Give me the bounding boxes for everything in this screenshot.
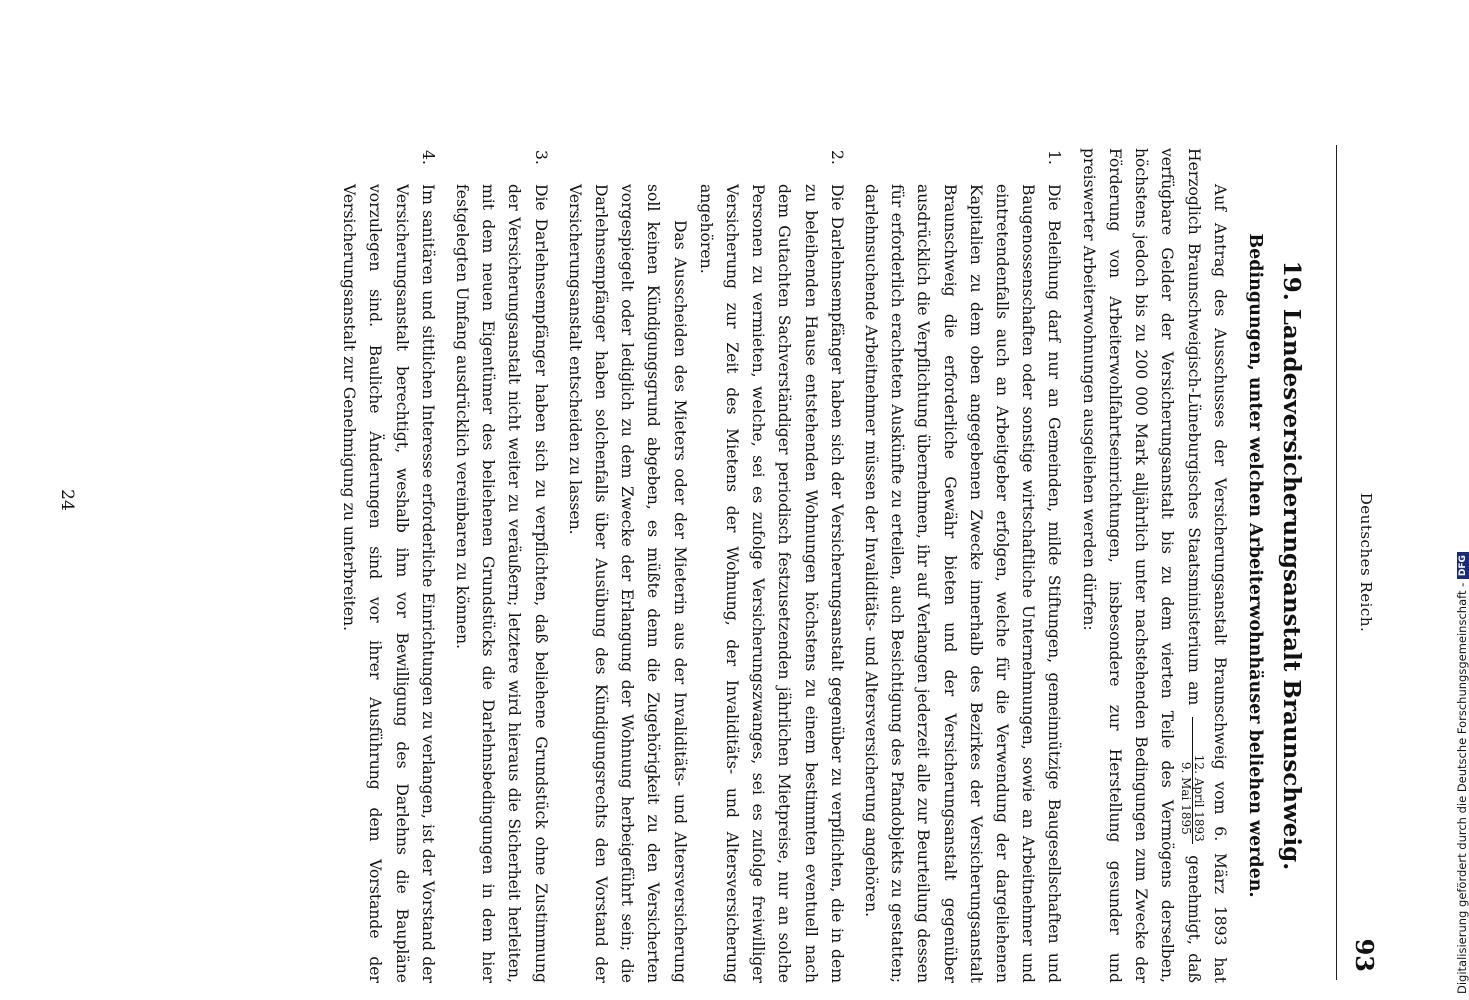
list-marker: 3. [531, 150, 550, 165]
section-title: 19. Landesversicherungsanstalt Braunschweig. [1278, 260, 1305, 871]
credit-text: Digitalisierung gefördert durch die Deutsche Forschungsgemeinschaft - [1455, 582, 1469, 994]
intro-text-part1: Auf Antrag des Ausschusses der Versicherungsanstalt Braunschweig vom 6. März 1893 hat Herzoglich Braunschweigisch-Lüneburgisches Staatsministerium am [1184, 148, 1229, 983]
section-subtitle: Bedingungen, unter welchen Arbeiterwohnhäuser beliehen werden. [1245, 233, 1265, 898]
date-fraction-top: 12. April 1893 [1192, 717, 1205, 844]
list-item-text: Im sanitären und sittlichen Interesse erforderliche Einrichtungen zu verlangen, ist der Vorstand der Versicherungsanstalt berechtigt, weshalb ihm vor Bewilligung des Darlehns die Baupläne vorzulegen sind. Bauliche Änderungen sind vor ihrer Ausführung dem Vorstande der Versicherungsanstalt zur Genehmigung zu unterbreiten. [340, 184, 437, 983]
list-item-text: Die Darlehnsempfänger haben sich der Versicherungsanstalt gegenüber zu verpflichten, die in dem zu beleihenden Hause entstehenden Wohnungen höchstens zu einem bestimmten eventuell nach dem Gutachten Sachverständiger periodisch festzusetzenden jährlichen Mietpreise, nur an solche Personen zu vermieten, welche, sei es zufolge Versicherungszwanges, sei es zufolge freiwilliger Versicherung zur Zeit des Mietens der Wohnung, der Invaliditäts- und Altersversicherung angehören. [696, 184, 846, 983]
list-item-4 [336, 148, 441, 983]
body-text [336, 148, 1307, 983]
signature-number: 24 [57, 489, 77, 511]
list-marker: 2. [827, 150, 846, 165]
list-item-1 [858, 148, 1068, 983]
list-marker: 1. [1045, 150, 1064, 165]
date-fraction [1180, 717, 1205, 844]
list-item-2 [693, 148, 850, 983]
list-item-text: Die Darlehnsempfänger haben sich zu verpflichten, daß beliehene Grundstück ohne Zustimmung der Versicherungsanstalt nicht weiter zu veräußern; letztere wird hieraus die Sicherheit herleiten, mit dem neuen Eigentümer des beliehenen Grundstücks die Darlehnsbedingungen in dem hier festgelegten Umfang ausdrücklich vereinbaren zu können. [453, 184, 550, 983]
list-item-text: Die Beleihung darf nur an Gemeinden, milde Stiftungen, gemeinnützige Baugesellschaften und Baugenossenschaften oder sonstige wirtschaftliche Unternehmungen, sowie an Arbeitnehmer und eintretendenfalls auch an Arbeitgeber erfolgen, welche für die Verwendung der dargeliehenen Kapitalien zu dem oben angegebenen Zwecke innerhalb des Bezirkes der Versicherungsanstalt Braunschweig die erforderliche Gewähr bieten und der Versicherungsanstalt gegenüber ausdrücklich die Verpflichtung übernehmen, ihr auf Verlangen jederzeit alle zur Beurteilung dessen für erforderlich erachteten Auskünfte zu erteilen, auch Besichtigung des Pfandobjekts zu gestatten; darlehnsuchende Arbeitnehmer müssen der Invaliditäts- und Altersversicherung angehören. [862, 184, 1064, 983]
running-head: Deutsches Reich. [1357, 492, 1375, 633]
digitization-credit [1455, 548, 1469, 1000]
intro-text-part2: genehmigt, daß verfügbare Gelder der Versicherungsanstalt bis zu dem vierten Teile des Vermögens derselben, höchstens jedoch bis zu 200 000 Mark alljährlich unter nachstehenden Bedingungen zum Zwecke der Förderung von Arbeiterwohlfahrtseinrichtungen, insbesondere zur Herstellung gesunder und preiswerter Arbeiterwohnungen ausgeliehen werden dürfen: [1079, 148, 1203, 983]
list-item-3 [449, 148, 554, 983]
date-fraction-bottom: 9. Mai 1895 [1179, 761, 1194, 835]
dfg-logo: DFG [1457, 552, 1469, 579]
list-marker: 4. [418, 150, 437, 165]
intro-paragraph [1075, 148, 1233, 983]
header-rule [1336, 145, 1337, 980]
list-item-2-continuation: Das Ausscheiden des Mieters oder der Mieterin aus der Invaliditäts- und Altersversicherung soll keinen Kündigungsgrund abgeben, es müßte denn die Zugehörigkeit zu den Versicherten vorgespiegelt oder lediglich zu dem Zwecke der Erlangung der Wohnung herbeigeführt sein; die Darlehnsempfänger haben solchenfalls über Ausübung des Kündigungsrechts den Vorstand der Versicherungsanstalt entscheiden zu lassen. [565, 184, 689, 983]
page-number: 93 [1350, 938, 1379, 972]
